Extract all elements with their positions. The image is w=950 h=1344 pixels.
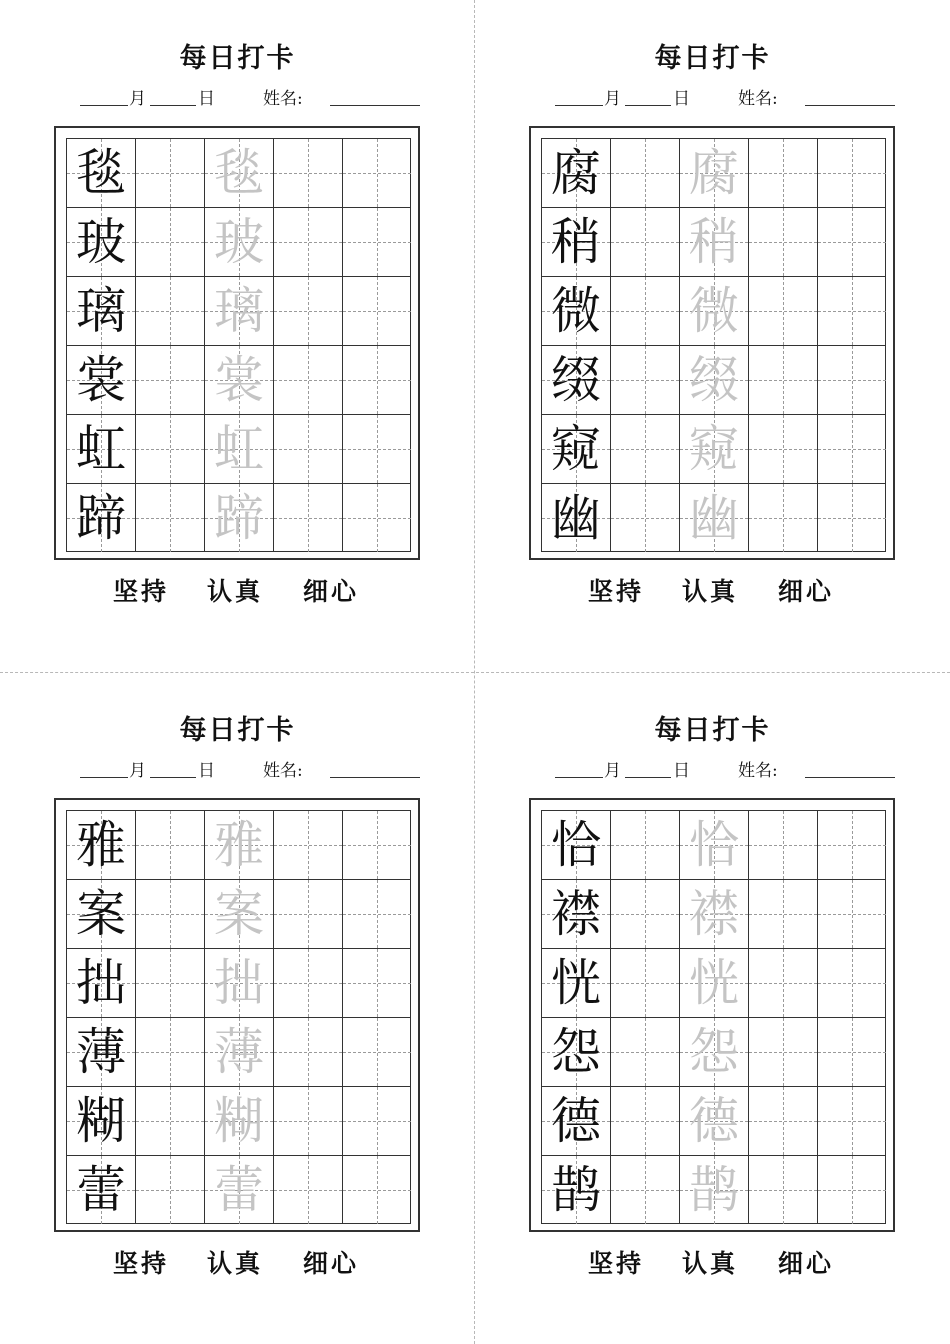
practice-row (67, 948, 410, 1017)
card-title: 每日打卡 (654, 43, 771, 74)
blank-cell[interactable] (342, 484, 411, 552)
date-name-row (555, 87, 900, 111)
blank-cell[interactable] (817, 346, 886, 414)
trace-cell[interactable] (679, 949, 748, 1017)
blank-cell[interactable] (610, 1087, 679, 1155)
practice-row (542, 139, 885, 207)
blank-cell[interactable] (748, 484, 817, 552)
day-blank[interactable] (150, 87, 196, 106)
blank-cell[interactable] (610, 1018, 679, 1086)
model-character: 蹄 (76, 489, 126, 547)
blank-cell[interactable] (748, 346, 817, 414)
card-title: 每日打卡 (179, 43, 296, 74)
name-label: 姓名: (263, 89, 303, 109)
blank-cell[interactable] (817, 208, 886, 276)
checkin-card (475, 672, 950, 1344)
model-cell (67, 346, 135, 414)
day-blank[interactable] (150, 759, 196, 778)
blank-cell[interactable] (135, 880, 204, 948)
model-cell (67, 139, 135, 207)
blank-cell[interactable] (748, 1087, 817, 1155)
blank-cell[interactable] (610, 277, 679, 345)
blank-cell[interactable] (610, 1156, 679, 1224)
trace-character: 德 (689, 1092, 739, 1150)
model-cell (542, 1156, 610, 1224)
blank-cell[interactable] (273, 1156, 342, 1224)
motto-careful: 细心 (303, 1249, 360, 1278)
practice-frame (529, 126, 895, 560)
motto-careful: 细心 (778, 1249, 835, 1278)
motto-persist: 坚持 (588, 577, 645, 606)
model-cell (67, 415, 135, 483)
model-character: 拙 (76, 954, 126, 1012)
day-label: 日 (198, 761, 215, 781)
trace-character: 幽 (689, 489, 739, 547)
trace-cell[interactable] (204, 208, 273, 276)
blank-cell[interactable] (342, 346, 411, 414)
day-label: 日 (673, 761, 690, 781)
model-character: 襟 (551, 885, 601, 943)
day-label: 日 (673, 89, 690, 109)
practice-row (542, 1086, 885, 1155)
month-blank[interactable] (555, 759, 603, 778)
model-cell (542, 1018, 610, 1086)
blank-cell[interactable] (748, 208, 817, 276)
blank-cell[interactable] (135, 484, 204, 552)
model-cell (542, 208, 610, 276)
blank-cell[interactable] (273, 277, 342, 345)
practice-frame (54, 798, 420, 1232)
blank-cell[interactable] (817, 484, 886, 552)
practice-grid (66, 138, 411, 552)
month-label: 月 (604, 761, 621, 781)
trace-cell[interactable] (679, 1087, 748, 1155)
model-cell (67, 1018, 135, 1086)
trace-cell[interactable] (204, 346, 273, 414)
model-character: 德 (551, 1092, 601, 1150)
practice-frame (529, 798, 895, 1232)
practice-row (542, 948, 885, 1017)
model-character: 窥 (551, 420, 601, 478)
practice-row (542, 1017, 885, 1086)
trace-character: 恰 (689, 816, 739, 874)
blank-cell[interactable] (342, 208, 411, 276)
model-cell (67, 277, 135, 345)
model-character: 腐 (551, 144, 601, 202)
blank-cell[interactable] (273, 880, 342, 948)
blank-cell[interactable] (135, 346, 204, 414)
practice-grid (541, 138, 886, 552)
card-title: 每日打卡 (654, 715, 771, 746)
blank-cell[interactable] (817, 880, 886, 948)
model-cell (67, 949, 135, 1017)
model-cell (542, 484, 610, 552)
trace-cell[interactable] (679, 1156, 748, 1224)
model-character: 案 (76, 885, 126, 943)
blank-cell[interactable] (342, 277, 411, 345)
trace-character: 玻 (214, 213, 264, 271)
practice-row (67, 483, 410, 552)
trace-cell[interactable] (204, 880, 273, 948)
model-character: 薄 (76, 1023, 126, 1081)
trace-cell[interactable] (204, 277, 273, 345)
motto-persist: 坚持 (113, 1249, 170, 1278)
practice-row (67, 414, 410, 483)
blank-cell[interactable] (273, 484, 342, 552)
motto-earnest: 认真 (207, 1249, 264, 1278)
checkin-card (475, 0, 950, 672)
blank-cell[interactable] (342, 1018, 411, 1086)
blank-cell[interactable] (610, 139, 679, 207)
blank-cell[interactable] (748, 139, 817, 207)
practice-row (67, 345, 410, 414)
model-cell (542, 1087, 610, 1155)
month-label: 月 (129, 89, 146, 109)
day-blank[interactable] (625, 87, 671, 106)
blank-cell[interactable] (342, 880, 411, 948)
checkin-card (0, 672, 475, 1344)
model-cell (67, 208, 135, 276)
blank-cell[interactable] (817, 1156, 886, 1224)
blank-cell[interactable] (273, 1018, 342, 1086)
practice-row (67, 811, 410, 879)
trace-cell[interactable] (679, 208, 748, 276)
trace-cell[interactable] (204, 949, 273, 1017)
model-character: 缀 (551, 351, 601, 409)
blank-cell[interactable] (610, 346, 679, 414)
blank-cell[interactable] (342, 139, 411, 207)
trace-character: 璃 (214, 282, 264, 340)
trace-character: 蹄 (214, 489, 264, 547)
blank-cell[interactable] (342, 949, 411, 1017)
model-character: 蕾 (76, 1161, 126, 1219)
model-character: 幽 (551, 489, 601, 547)
practice-row (542, 811, 885, 879)
model-character: 虹 (76, 420, 126, 478)
trace-character: 怨 (689, 1023, 739, 1081)
motto-careful: 细心 (303, 577, 360, 606)
model-cell (67, 811, 135, 879)
name-blank[interactable] (330, 759, 420, 778)
trace-cell[interactable] (679, 1018, 748, 1086)
blank-cell[interactable] (135, 277, 204, 345)
model-character: 毯 (76, 144, 126, 202)
blank-cell[interactable] (273, 139, 342, 207)
trace-character: 糊 (214, 1092, 264, 1150)
trace-cell[interactable] (204, 415, 273, 483)
trace-cell[interactable] (679, 811, 748, 879)
trace-character: 窥 (689, 420, 739, 478)
blank-cell[interactable] (273, 811, 342, 879)
model-cell (542, 139, 610, 207)
model-character: 玻 (76, 213, 126, 271)
blank-cell[interactable] (610, 811, 679, 879)
blank-cell[interactable] (273, 415, 342, 483)
blank-cell[interactable] (610, 484, 679, 552)
blank-cell[interactable] (610, 949, 679, 1017)
trace-character: 蕾 (214, 1161, 264, 1219)
practice-row (542, 483, 885, 552)
model-cell (542, 811, 610, 879)
trace-character: 薄 (214, 1023, 264, 1081)
blank-cell[interactable] (817, 1018, 886, 1086)
model-cell (542, 346, 610, 414)
trace-cell[interactable] (679, 484, 748, 552)
practice-frame (54, 126, 420, 560)
model-cell (542, 277, 610, 345)
date-name-row (555, 759, 900, 783)
trace-character: 恍 (689, 954, 739, 1012)
blank-cell[interactable] (610, 208, 679, 276)
model-character: 雅 (76, 816, 126, 874)
model-character: 恰 (551, 816, 601, 874)
trace-cell[interactable] (679, 880, 748, 948)
model-cell (67, 880, 135, 948)
blank-cell[interactable] (273, 949, 342, 1017)
practice-row (542, 414, 885, 483)
blank-cell[interactable] (342, 1087, 411, 1155)
name-blank[interactable] (805, 87, 895, 106)
motto-careful: 细心 (778, 577, 835, 606)
blank-cell[interactable] (135, 949, 204, 1017)
trace-character: 毯 (214, 144, 264, 202)
model-character: 糊 (76, 1092, 126, 1150)
trace-character: 拙 (214, 954, 264, 1012)
blank-cell[interactable] (817, 139, 886, 207)
trace-cell[interactable] (204, 1087, 273, 1155)
motto-persist: 坚持 (113, 577, 170, 606)
month-label: 月 (604, 89, 621, 109)
name-blank[interactable] (805, 759, 895, 778)
model-character: 鹊 (551, 1161, 601, 1219)
blank-cell[interactable] (748, 949, 817, 1017)
blank-cell[interactable] (817, 949, 886, 1017)
day-label: 日 (198, 89, 215, 109)
practice-row (67, 276, 410, 345)
trace-cell[interactable] (204, 1018, 273, 1086)
blank-cell[interactable] (135, 1156, 204, 1224)
trace-character: 鹊 (689, 1161, 739, 1219)
model-cell (67, 1156, 135, 1224)
motto-persist: 坚持 (588, 1249, 645, 1278)
model-character: 微 (551, 282, 601, 340)
model-character: 璃 (76, 282, 126, 340)
blank-cell[interactable] (748, 880, 817, 948)
trace-character: 缀 (689, 351, 739, 409)
blank-cell[interactable] (135, 1018, 204, 1086)
blank-cell[interactable] (817, 811, 886, 879)
trace-cell[interactable] (204, 811, 273, 879)
trace-cell[interactable] (679, 277, 748, 345)
model-character: 恍 (551, 954, 601, 1012)
trace-character: 雅 (214, 816, 264, 874)
trace-cell[interactable] (679, 415, 748, 483)
practice-row (542, 276, 885, 345)
motto-earnest: 认真 (682, 1249, 739, 1278)
blank-cell[interactable] (135, 139, 204, 207)
trace-character: 稍 (689, 213, 739, 271)
practice-row (67, 139, 410, 207)
trace-cell[interactable] (204, 139, 273, 207)
trace-character: 案 (214, 885, 264, 943)
model-cell (67, 1087, 135, 1155)
blank-cell[interactable] (342, 415, 411, 483)
month-label: 月 (129, 761, 146, 781)
blank-cell[interactable] (748, 1156, 817, 1224)
blank-cell[interactable] (273, 1087, 342, 1155)
trace-character: 襟 (689, 885, 739, 943)
trace-cell[interactable] (204, 484, 273, 552)
name-blank[interactable] (330, 87, 420, 106)
date-name-row (80, 759, 425, 783)
blank-cell[interactable] (817, 1087, 886, 1155)
trace-character: 虹 (214, 420, 264, 478)
blank-cell[interactable] (273, 208, 342, 276)
blank-cell[interactable] (135, 415, 204, 483)
name-label: 姓名: (738, 89, 778, 109)
blank-cell[interactable] (273, 346, 342, 414)
motto-earnest: 认真 (682, 577, 739, 606)
practice-row (67, 1086, 410, 1155)
blank-cell[interactable] (610, 880, 679, 948)
model-character: 稍 (551, 213, 601, 271)
month-blank[interactable] (80, 759, 128, 778)
name-label: 姓名: (738, 761, 778, 781)
practice-row (67, 1017, 410, 1086)
practice-row (542, 345, 885, 414)
model-cell (542, 949, 610, 1017)
practice-row (67, 207, 410, 276)
card-title: 每日打卡 (179, 715, 296, 746)
model-character: 怨 (551, 1023, 601, 1081)
model-cell (542, 415, 610, 483)
blank-cell[interactable] (748, 415, 817, 483)
practice-row (67, 879, 410, 948)
practice-grid (66, 810, 411, 1224)
blank-cell[interactable] (610, 415, 679, 483)
practice-row (542, 879, 885, 948)
practice-grid (541, 810, 886, 1224)
checkin-card (0, 0, 475, 672)
blank-cell[interactable] (748, 811, 817, 879)
trace-character: 腐 (689, 144, 739, 202)
trace-character: 微 (689, 282, 739, 340)
month-blank[interactable] (555, 87, 603, 106)
model-cell (67, 484, 135, 552)
motto-earnest: 认真 (207, 577, 264, 606)
blank-cell[interactable] (748, 1018, 817, 1086)
blank-cell[interactable] (748, 277, 817, 345)
blank-cell[interactable] (135, 1087, 204, 1155)
model-cell (542, 880, 610, 948)
blank-cell[interactable] (817, 415, 886, 483)
practice-row (542, 1155, 885, 1224)
month-blank[interactable] (80, 87, 128, 106)
trace-cell[interactable] (679, 139, 748, 207)
date-name-row (80, 87, 425, 111)
blank-cell[interactable] (342, 1156, 411, 1224)
trace-cell[interactable] (679, 346, 748, 414)
day-blank[interactable] (625, 759, 671, 778)
trace-cell[interactable] (204, 1156, 273, 1224)
practice-row (542, 207, 885, 276)
practice-row (67, 1155, 410, 1224)
blank-cell[interactable] (817, 277, 886, 345)
blank-cell[interactable] (135, 208, 204, 276)
model-character: 裳 (76, 351, 126, 409)
trace-character: 裳 (214, 351, 264, 409)
blank-cell[interactable] (342, 811, 411, 879)
blank-cell[interactable] (135, 811, 204, 879)
name-label: 姓名: (263, 761, 303, 781)
